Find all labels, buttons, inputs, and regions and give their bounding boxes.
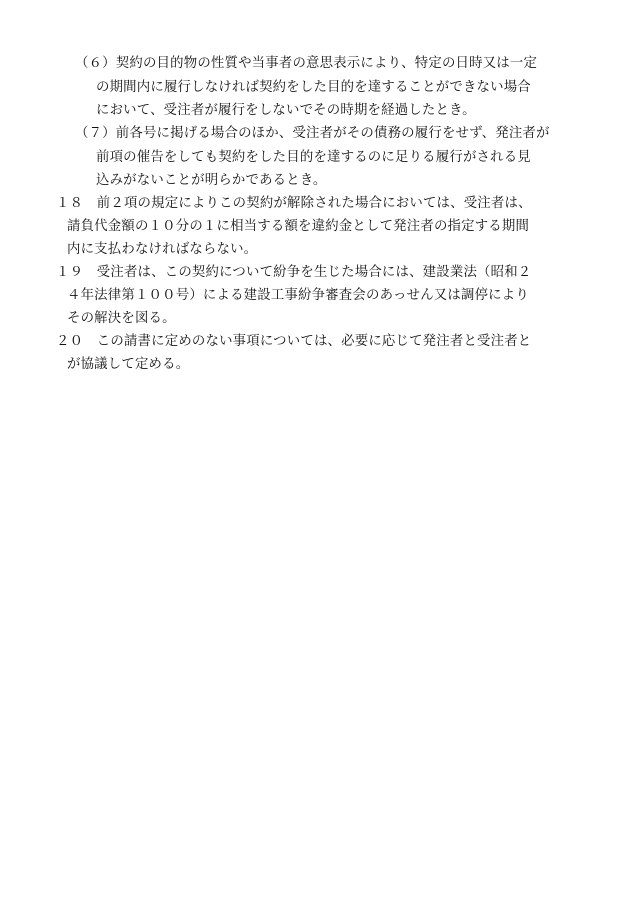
clause-19-line-2: ４年法律第１００号）による建設工事紛争審査会のあっせん又は調停により [67, 288, 529, 303]
item-7-line-1: （７）前各号に掲げる場合のほか、受注者がその債務の履行をせず、発注者が [75, 126, 550, 141]
item-6-line-1: （６）契約の目的物の性質や当事者の意思表示により、特定の日時又は一定 [75, 56, 538, 71]
clause-19-line-1: １９ 受注者は、この契約について紛争を生じた場合には、建設業法（昭和２ [56, 265, 532, 280]
clause-20-line-1: ２０ この請書に定めのない事項については、必要に応じて発注者と受注者と [56, 334, 532, 349]
clause-18-line-2: 請負代金額の１０分の１に相当する額を違約金として発注者の指定する期間 [67, 219, 530, 234]
clause-20-line-2: が協議して定める。 [67, 357, 190, 372]
item-6-line-2: の期間内に履行しなければ契約をした目的を達することができない場合 [96, 80, 531, 95]
item-7-line-3: 込みがないことが明らかであるとき。 [96, 173, 327, 188]
item-6-line-3: において、受注者が履行をしないでその時期を経過したとき。 [96, 103, 476, 118]
clause-19-line-3: その解決を図る。 [67, 311, 176, 326]
clause-18-line-1: １８ 前２項の規定によりこの契約が解除された場合においては、受注者は、 [56, 196, 532, 211]
item-7-line-2: 前項の催告をしても契約をした目的を達するのに足りる履行がされる見 [96, 150, 531, 165]
clause-18-line-3: 内に支払わなければならない。 [67, 242, 258, 257]
